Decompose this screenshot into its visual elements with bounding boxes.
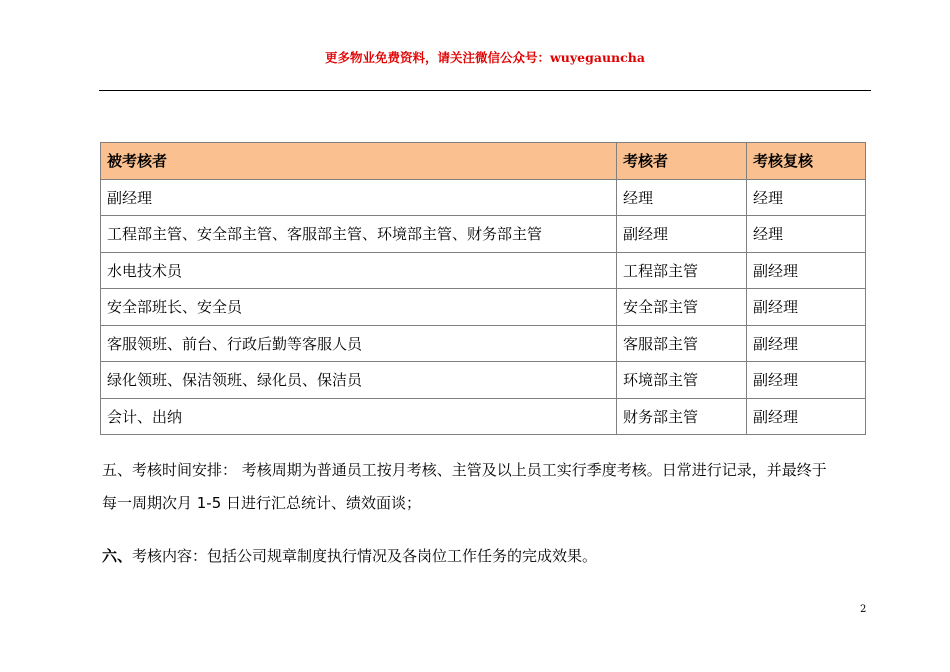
section-5-line-2: 每一周期次月 1-5 日进行汇总统计、绩效面谈； [102, 494, 422, 512]
header-rule [99, 90, 871, 91]
cell-reviewer: 副经理 [747, 398, 866, 435]
cell-assessor: 副经理 [617, 216, 747, 253]
cell-assessee: 工程部主管、安全部主管、客服部主管、环境部主管、财务部主管 [101, 216, 617, 253]
cell-assessor: 财务部主管 [617, 398, 747, 435]
section-5-schedule [102, 454, 872, 520]
cell-assessee: 绿化领班、保洁领班、绿化员、保洁员 [101, 362, 617, 399]
header-reviewer: 考核复核 [747, 143, 866, 180]
cell-assessee: 客服领班、前台、行政后勤等客服人员 [101, 325, 617, 362]
page-number: 2 [860, 604, 867, 615]
cell-assessor: 客服部主管 [617, 325, 747, 362]
table-row [101, 325, 866, 362]
section-6-text: 考核内容：包括公司规章制度执行情况及各岗位工作任务的完成效果。 [132, 547, 598, 565]
cell-assessor: 环境部主管 [617, 362, 747, 399]
table-row [101, 289, 866, 326]
section-6-number: 六、 [102, 547, 133, 565]
header-assessee: 被考核者 [101, 143, 617, 180]
header-notice: 更多物业免费资料，请关注微信公众号：wuyegauncha [325, 50, 645, 65]
cell-assessee: 副经理 [101, 179, 617, 216]
table-header-row [101, 143, 866, 180]
section-6-content [102, 540, 872, 573]
cell-reviewer: 副经理 [747, 325, 866, 362]
cell-reviewer: 副经理 [747, 362, 866, 399]
cell-reviewer: 副经理 [747, 252, 866, 289]
cell-reviewer: 经理 [747, 216, 866, 253]
cell-assessor: 经理 [617, 179, 747, 216]
cell-reviewer: 副经理 [747, 289, 866, 326]
assessment-table [100, 142, 866, 435]
table-row [101, 179, 866, 216]
header-assessor: 考核者 [617, 143, 747, 180]
table-row [101, 252, 866, 289]
cell-assessee: 水电技术员 [101, 252, 617, 289]
cell-assessee: 会计、出纳 [101, 398, 617, 435]
cell-assessee: 安全部班长、安全员 [101, 289, 617, 326]
cell-reviewer: 经理 [747, 179, 866, 216]
section-5-line-1: 五、考核时间安排： 考核周期为普通员工按月考核、主管及以上员工实行季度考核。日常进行记录，并最终于 [102, 461, 827, 479]
table-row [101, 216, 866, 253]
cell-assessor: 工程部主管 [617, 252, 747, 289]
table-row [101, 398, 866, 435]
table-row [101, 362, 866, 399]
cell-assessor: 安全部主管 [617, 289, 747, 326]
